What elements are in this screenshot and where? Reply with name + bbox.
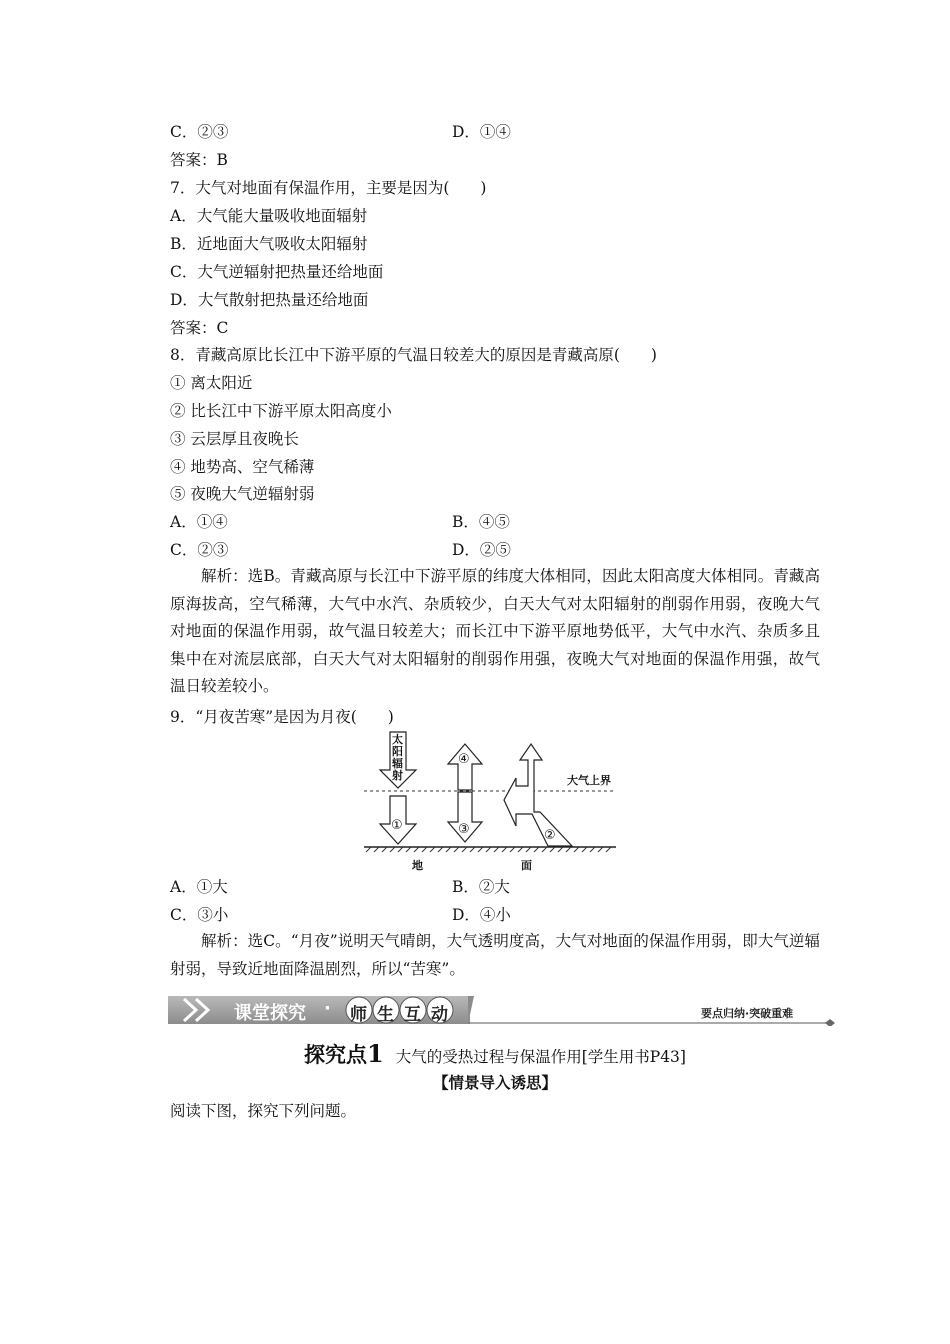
q9-option-b: B．②大: [452, 878, 510, 896]
arrow-2: [504, 744, 572, 846]
q7-option-b: B．近地面大气吸收太阳辐射: [170, 235, 368, 253]
q9-analysis: 解析：选C。“月夜”说明天气晴朗，大气透明度高，大气对地面的保温作用弱，即大气逆辐射弱，导致近地面降温剧烈，所以“苦寒”。: [170, 932, 820, 978]
q8-stem: 8．青藏高原比长江中下游平原的气温日较差大的原因是青藏高原( ): [170, 346, 657, 364]
q9-stem: 9．“月夜苦寒”是因为月夜( ): [170, 708, 394, 726]
q8-item-2: ② 比长江中下游平原太阳高度小: [170, 402, 392, 420]
label-1: ①: [391, 818, 403, 833]
q6-answer: 答案：B: [170, 151, 228, 169]
q8-item-5: ⑤ 夜晚大气逆辐射弱: [170, 485, 315, 503]
q8-item-1: ① 离太阳近: [170, 374, 253, 392]
q9-option-d: D．④小: [452, 906, 511, 924]
q9-option-a: A．①大: [170, 878, 228, 896]
q7-answer: 答案：C: [170, 319, 229, 337]
q6-option-d: D．①④: [452, 123, 511, 141]
banner-dot: ·: [324, 998, 331, 1019]
q9-option-c: C．③小: [170, 906, 229, 924]
label-2: ②: [544, 828, 556, 843]
sun-label-4: 射: [392, 769, 403, 782]
q8-option-a: A．①④: [170, 513, 228, 531]
q8-option-d: D．②⑤: [452, 541, 511, 559]
atmosphere-top-label: 大气上界: [567, 774, 611, 787]
section-heading: [170, 1040, 820, 1071]
q7-option-c: C．大气逆辐射把热量还给地面: [170, 263, 384, 281]
atmosphere-heating-diagram: [360, 730, 620, 875]
banner-right-label: 要点归纳·突破重难: [701, 1007, 794, 1020]
q6-option-c: C．②③: [170, 123, 229, 141]
banner-highlight-4: 动: [431, 1005, 448, 1025]
q7-stem: 7．大气对地面有保温作用，主要是因为( ): [170, 179, 487, 197]
section-number: 1: [367, 1039, 384, 1068]
ground-label-left: 地: [412, 859, 423, 872]
ground-label-right: 面: [521, 859, 532, 872]
section-label: 探究点: [304, 1043, 368, 1067]
section-subheading: 【情景导入诱思】: [432, 1073, 557, 1092]
label-4: ④: [458, 752, 470, 767]
label-3: ③: [458, 822, 470, 837]
q7-option-d: D．大气散射把热量还给地面: [170, 291, 369, 309]
sun-label-2: 阳: [392, 745, 403, 758]
q8-item-3: ③ 云层厚且夜晚长: [170, 430, 299, 448]
sun-label-3: 辐: [392, 757, 403, 770]
section-title: 大气的受热过程与保温作用[学生用书P43]: [395, 1048, 686, 1066]
banner-title: 课堂探究: [234, 1003, 306, 1024]
section-intro: 阅读下图，探究下列问题。: [170, 1102, 357, 1120]
banner-highlight-3: 互: [404, 1005, 421, 1025]
banner-highlight-1: 师: [350, 1005, 367, 1025]
q7-option-a: A．大气能大量吸收地面辐射: [170, 207, 368, 225]
section-banner: [168, 994, 840, 1026]
banner-highlight-2: 生: [377, 1005, 394, 1025]
q8-option-b: B．④⑤: [452, 513, 510, 531]
q8-item-4: ④ 地势高、空气稀薄: [170, 458, 315, 476]
sun-label-1: 太: [392, 733, 403, 746]
q8-option-c: C．②③: [170, 541, 229, 559]
q8-analysis: 解析：选B。青藏高原与长江中下游平原的纬度大体相同，因此太阳高度大体相同。青藏高原海拔高，空气稀薄，大气中水汽、杂质较少，白天大气对太阳辐射的削弱作用弱，夜晚大气对地面的保温作用弱，故气温日较差大；而长江中下游平原地势低平，大气中水汽、杂质多且集中在对流层底部，白天大气对太阳辐射的削弱作用强，夜晚大气对地面的保温作用强，故气温日较差较小。: [170, 567, 820, 695]
arrow-4: [448, 744, 482, 790]
